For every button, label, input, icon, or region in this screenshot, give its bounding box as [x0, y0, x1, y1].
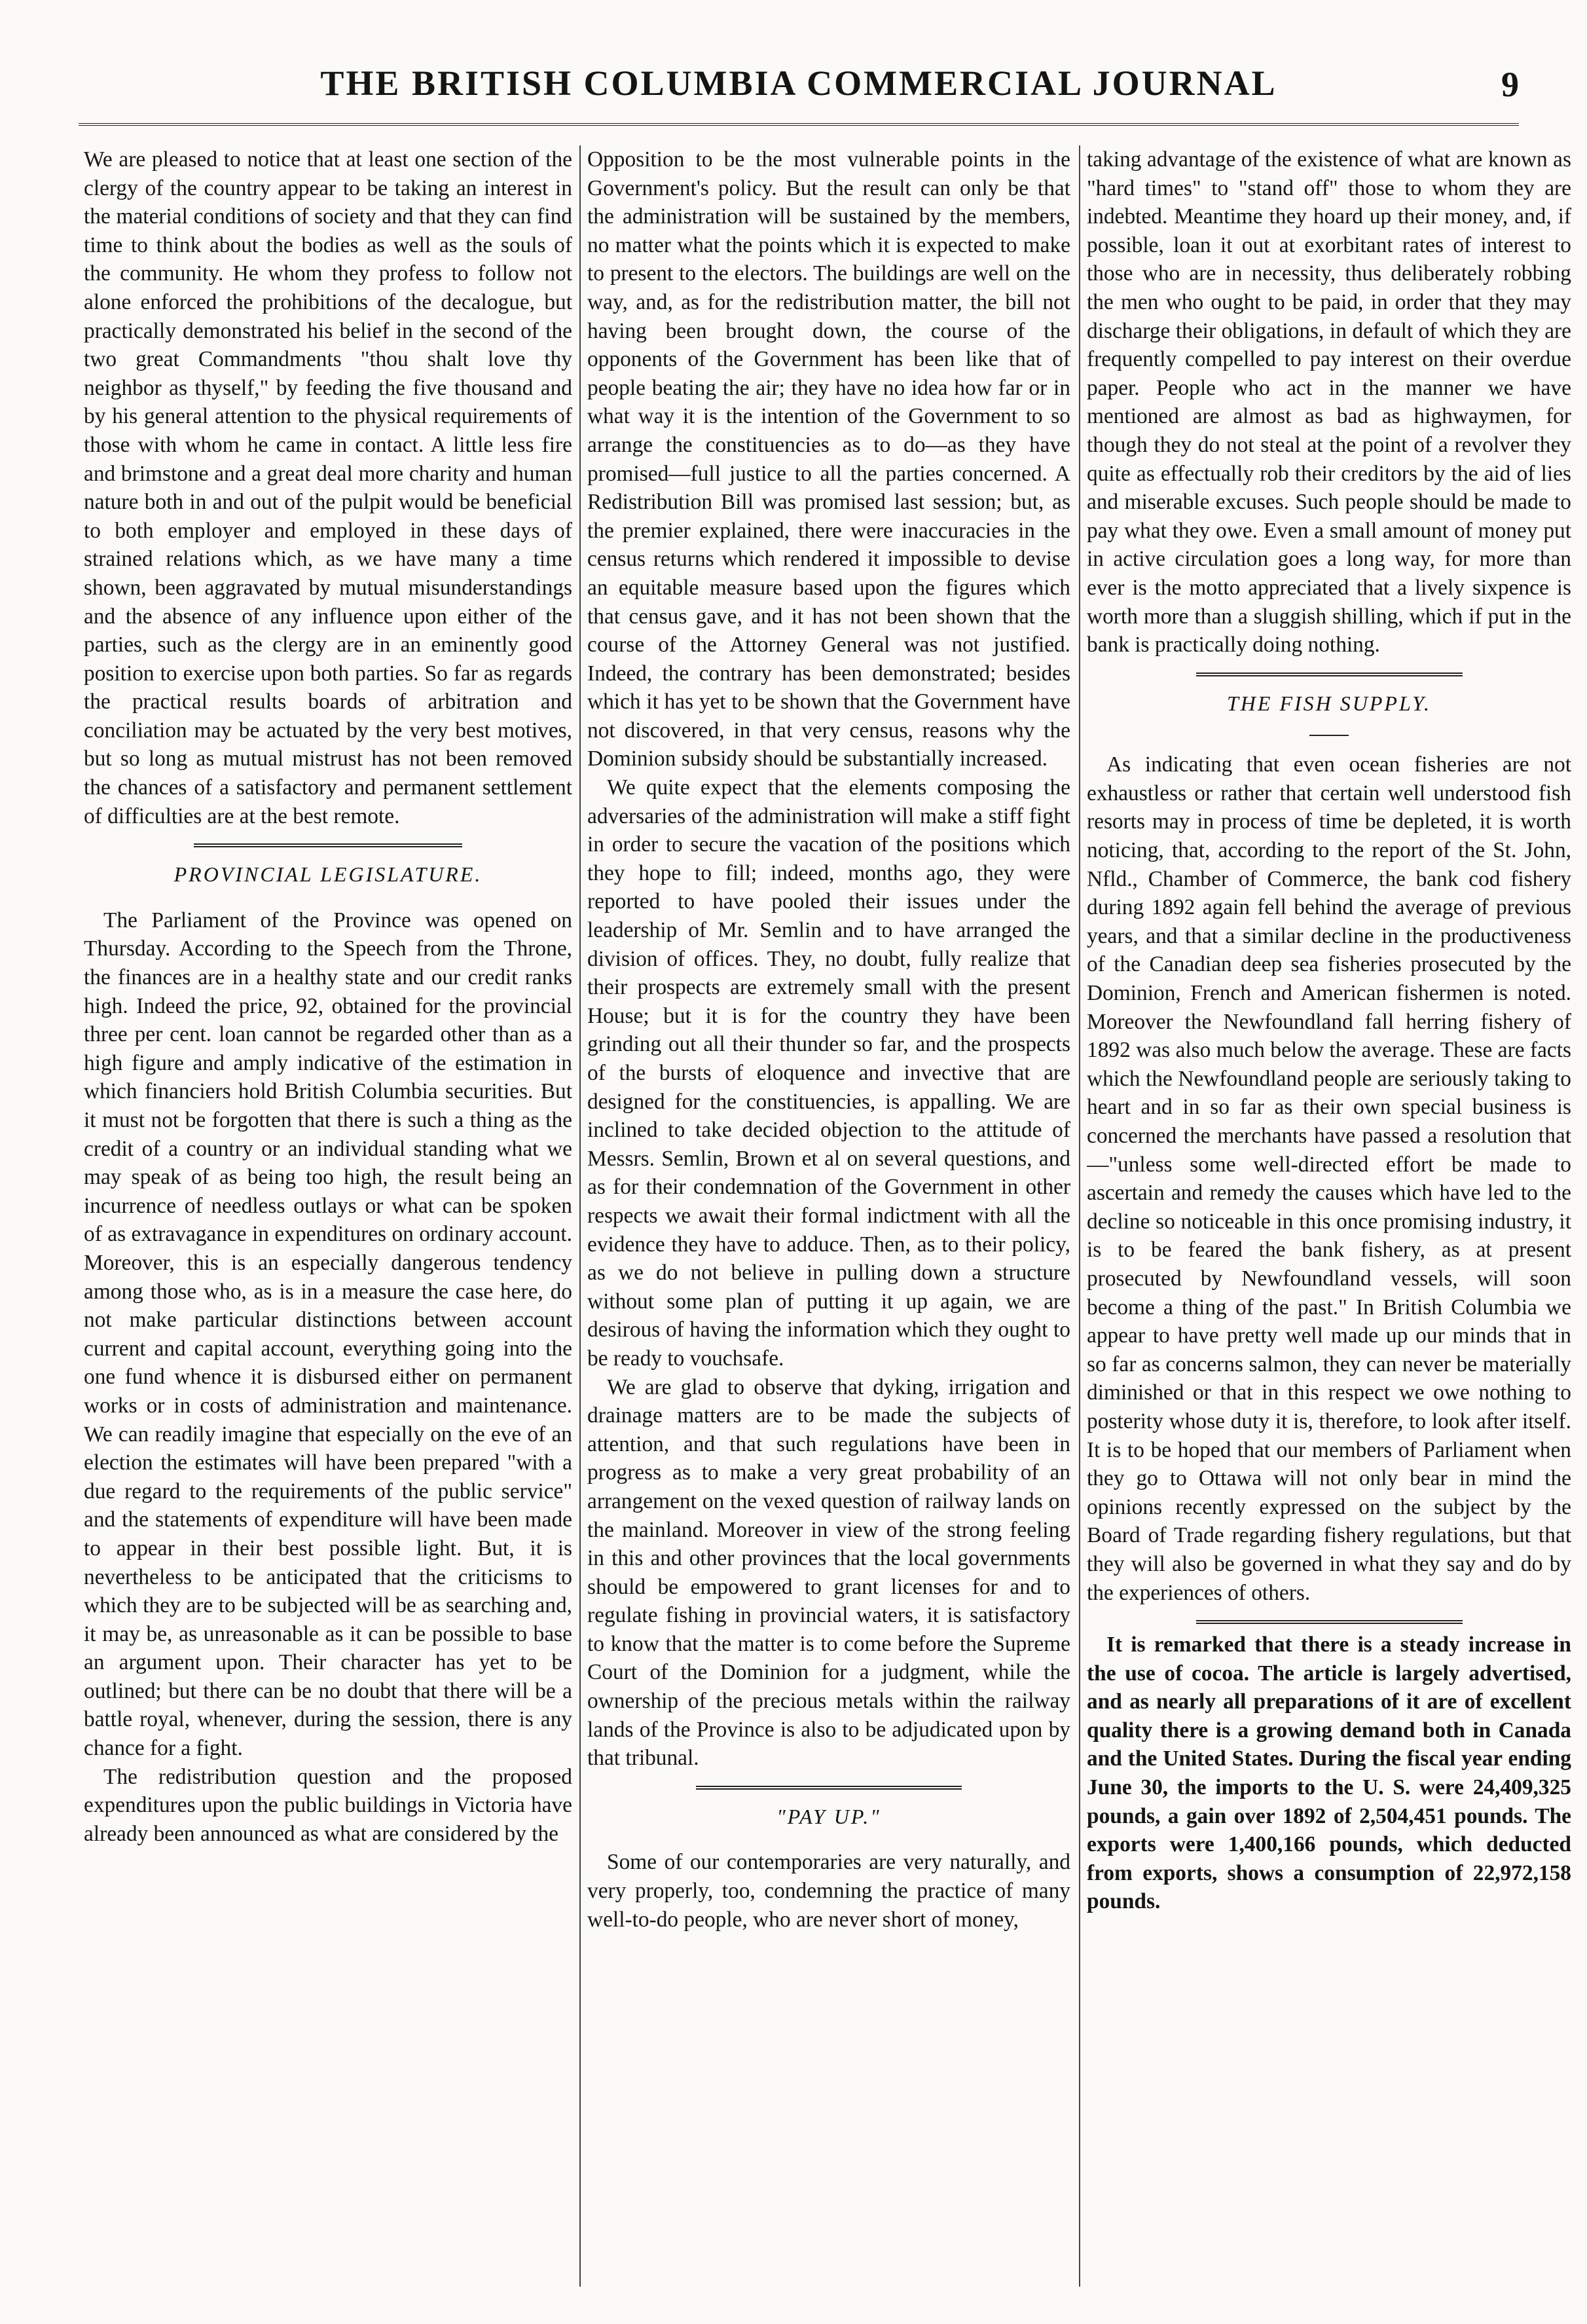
column-divider — [579, 145, 581, 2287]
column-2 — [587, 145, 1070, 2287]
page-number: 9 — [1501, 65, 1519, 104]
article-paragraph: Some of our contemporaries are very naturally, and very properly, too, condemning the practice of many well-to-do people, who are never short of money, — [587, 1850, 1070, 1932]
section-heading: "PAY UP." — [776, 1804, 881, 1828]
section-heading: THE FISH SUPPLY. — [1227, 691, 1431, 715]
section-ornament — [696, 1786, 962, 1790]
article-paragraph: taking advantage of the existence of what are known as "hard times" to "stand off" those to whom they are indebted. Meantime they hoard up their money, and, if possible, loan it out at exorbitant rates of interest to those who are in necessity, thus deliberately robbing the men who ought to be paid, in order that they may discharge their obligations, in default of which they are frequently compelled to pay interest on their overdue paper. People who act in the manner we have mentioned are almost as bad as highwaymen, for though they do not steal at the point of a revolver they quite as effectually rob their creditors by the aid of lies and miserable excuses. Such people should be made to pay what they owe. Even a small amount of money put in active circulation goes a long way, for more than ever is the motto appreciated that a lively sixpence is worth more than a sluggish shilling, which if put in the bank is practically doing nothing. — [1087, 147, 1571, 657]
article-paragraph: We are glad to observe that dyking, irrigation and drainage matters are to be made the subjects of attention, and that such regulations have been in progress as to make a very great probability of an arrangement on the vexed question of railway lands on the mainland. Moreover in view of the strong feeling in this and other provinces that the local governments should be empowered to grant licenses for and to regulate fishing in provincial waters, it is satisfactory to know that the matter is to come before the Supreme Court of the Dominion for a judgment, while the ownership of the precious metals within the railway lands of the Province is also to be adjudicated upon by that tribunal. — [587, 1374, 1070, 1771]
heading-dash — [1309, 735, 1349, 736]
column-1 — [84, 145, 572, 2287]
article-paragraph: We quite expect that the elements composing the adversaries of the administration will make a stiff fight in order to secure the vacation of the positions which they hope to fill; indeed, months ago, they were reported to have pooled their issues under the leadership of Mr. Semlin and to have arranged the division of offices. They, no doubt, fully realize that their prospects are extremely small with the present House; but it is for the country they have been grinding out all their thunder so far, and the prospects of the bursts of eloquence and invective that are designed for the constituencies, is appalling. We are inclined to take decided objection to the attitude of Messrs. Semlin, Brown et al on several questions, and as for their condemnation of the Government in other respects we await their formal indictment with all the evidence they have to adduce. Then, as to their policy, as we do not believe in pulling down a structure without some plan of putting it up again, we are desirous of having the information which they ought to be ready to vouchsafe. — [587, 775, 1070, 1371]
article-paragraph: We are pleased to notice that at least one section of the clergy of the country appear to be taking an interest in the material conditions of society and that they can find time to think about the bodies as well as the souls of the community. He whom they profess to follow not alone enforced the prohibitions of the decalogue, but practically demonstrated his belief in the second of the two great Commandments "thou shalt love thy neighbor as thyself," by feeding the five thousand and by his general attention to the physical requirements of those with whom he came in contact. A little less fire and brimstone and a great deal more charity and human nature both in and out of the pulpit would be beneficial to both employer and employed in these days of strained relations which, as we have many a time shown, been aggravated by mutual misunderstandings and the absence of any influence upon either of the parties, such as the clergy are in an eminently good position to exercise upon both parties. So far as regards the practical results boards of arbitration and conciliation may be actuated by the very best motives, but so long as mutual mistrust has not been removed the chances of a satisfactory and permanent settlement of difficulties are at the best remote. — [84, 147, 572, 828]
article-paragraph: The redistribution question and the proposed expenditures upon the public buildings in Victoria have already been announced as what are considered by the — [84, 1764, 572, 1846]
article-paragraph: Opposition to be the most vulnerable points in the Government's policy. But the result can only be that the administration will be sustained by the members, no matter what the points which it is expected to make to present to the electors. The buildings are well on the way, and, as for the redistribution matter, the bill not having been brought down, the course of the opponents of the Government has been like that of people beating the air; they have no idea how far or in what way it is the intention of the Government to so arrange the constituencies as to do—as they have promised—full justice to all the parties concerned. A Redistribution Bill was promised last session; but, as the premier explained, there were inaccuracies in the census returns which rendered it impossible to devise an equitable measure based upon the figures which that census gave, and it has not been shown that the course of the Attorney General was not justified. Indeed, the contrary has been demonstrated; besides which it has yet to be shown that the Government have not discovered, in that very census, reasons why the Dominion subsidy should be substantially increased. — [587, 147, 1070, 771]
section-ornament — [1196, 1620, 1463, 1624]
article-paragraph: It is remarked that there is a steady increase in the use of cocoa. The article is largely advertised, and as nearly all preparations of it are of excellent quality there is a growing demand both in Canada and the United States. During the fiscal year ending June 30, the imports to the U. S. were 24,409,325 pounds, a gain over 1892 of 2,504,451 pounds. The exports were 1,400,166 pounds, which deducted from exports, shows a consumption of 22,972,158 pounds. — [1087, 1632, 1571, 1914]
header-rule — [79, 123, 1519, 126]
section-heading: PROVINCIAL LEGISLATURE. — [173, 862, 483, 887]
article-paragraph: The Parliament of the Province was opened on Thursday. According to the Speech from the Throne, the finances are in a healthy state and our credit ranks high. Indeed the price, 92, obtained for the provincial three per cent. loan cannot be regarded other than as a high figure and amply indicative of the estimation in which financiers hold British Columbia securities. But it must not be forgotten that there is such a thing as the credit of a country or an individual standing what we may speak of as being too high, the result being an incurrence of needless outlays or what can be spoken of as extravagance in expenditures on ordinary account. Moreover, this is an especially dangerous tendency among those who, as is in a measure the case here, do not make particular distinctions between account current and capital account, everything going into the one fund whence it is disbursed either on permanent works or in costs of administration and maintenance. We can readily imagine that especially on the eve of an election the estimates will have been prepared "with a due regard to the requirements of the public service" and the statements of expenditure will have been made to appear in their best possible light. But, it is nevertheless to be anticipated that the criticisms to which they are to be subjected will be as searching and, it may be, as unreasonable as it can be possible to base an argument upon. Their character has yet to be outlined; but there can be no doubt that there will be a battle royal, whenever, during the session, there is any chance for a fight. — [84, 908, 572, 1761]
page-header — [79, 63, 1519, 115]
column-3 — [1087, 145, 1571, 2287]
column-divider — [1079, 145, 1080, 2287]
article-paragraph: As indicating that even ocean fisheries are not exhaustless or rather that certain well understood fish resorts may in process of time be depleted, it is worth noticing, that, according to the report of the St. John, Nfld., Chamber of Commerce, the bank cod fishery during 1892 again fell behind the average of previous years, and that a similar decline in the productiveness of the Canadian deep sea fisheries prosecuted by the Dominion, French and American fishermen is noted. Moreover the Newfoundland fall herring fishery of 1892 was also much below the average. These are facts which the Newfoundland people are seriously taking to heart and in so far as their own special business is concerned the merchants have passed a resolution that—"unless some well-directed effort be made to ascertain and remedy the causes which have led to the decline so noticeable in this once promising industry, it is to be feared the bank fishery, as at present prosecuted by Newfoundland vessels, will soon become a thing of the past." In British Columbia we appear to have pretty well made up our minds that in so far as concerns salmon, they can never be materially diminished or that in this respect we owe nothing to posterity whose duty it is, therefore, to look after itself. It is to be hoped that our members of Parliament when they go to Ottawa will not only bear in mind the opinions recently expressed on the subject by the Board of Trade regarding fishery regulations, but that they will also be governed in what they say and do by the experiences of others. — [1087, 752, 1571, 1605]
section-ornament — [194, 843, 462, 847]
section-ornament — [1196, 673, 1463, 676]
journal-title: THE BRITISH COLUMBIA COMMERCIAL JOURNAL — [320, 64, 1277, 103]
